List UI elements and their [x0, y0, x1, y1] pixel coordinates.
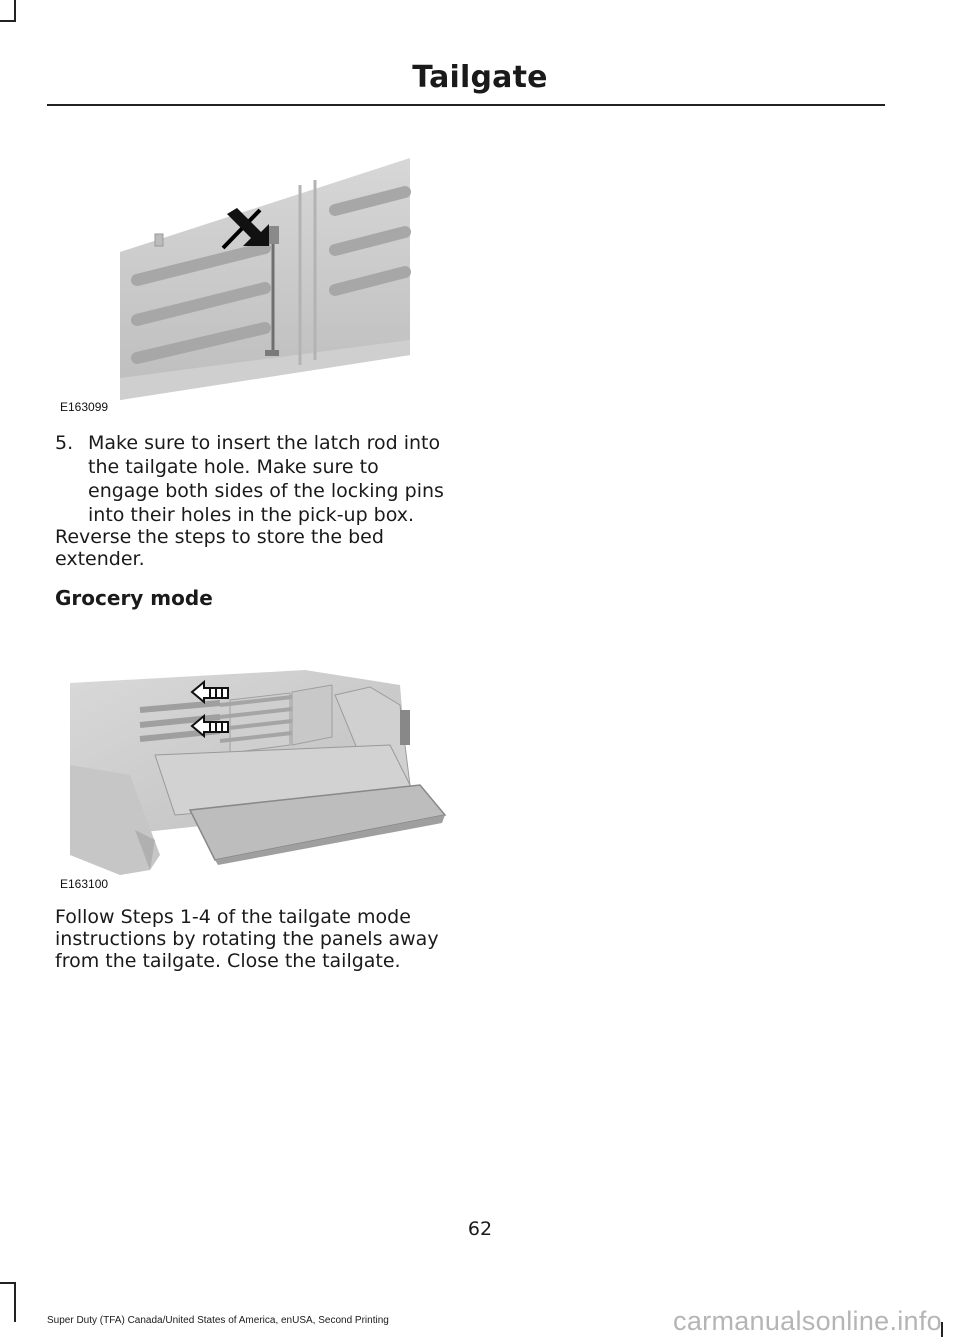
section-heading: Grocery mode	[55, 586, 213, 610]
figure-latch-rod	[115, 150, 415, 405]
arrow-icon	[190, 679, 230, 705]
figure-code: E163100	[60, 877, 109, 891]
arrow-icon	[190, 713, 230, 739]
watermark: carmanualsonline.info	[673, 1306, 942, 1336]
figure-grocery-mode	[70, 665, 450, 875]
footer-text: Super Duty (TFA) Canada/United States of America, enUSA, Second Printing	[47, 1315, 389, 1326]
page-number: 62	[467, 1218, 493, 1240]
crop-mark-top-left-h	[0, 20, 16, 22]
arrow-icon	[221, 204, 277, 250]
crop-mark-bottom-left-h	[0, 1282, 16, 1284]
step-text: Make sure to insert the latch rod into the tailgate hole. Make sure to engage both sides of the locking pins into their holes in the pick-up box.	[88, 432, 444, 526]
step-item	[55, 431, 450, 527]
paragraph-follow-steps: Follow Steps 1-4 of the tailgate mode instructions by rotating the panels away from the tailgate. Close the tailgate.	[55, 906, 439, 972]
grocery-mode-illustration	[70, 665, 450, 875]
page-title: Tailgate	[412, 60, 548, 95]
paragraph-store-extender: Reverse the steps to store the bed extender.	[55, 526, 384, 570]
crop-mark-bottom-left-v	[14, 1282, 16, 1322]
crop-mark-top-left-v	[14, 0, 16, 22]
header-rule	[47, 104, 885, 106]
figure-code: E163099	[60, 400, 109, 414]
step-number: 5.	[55, 432, 74, 454]
latch-rod-illustration	[115, 150, 415, 405]
